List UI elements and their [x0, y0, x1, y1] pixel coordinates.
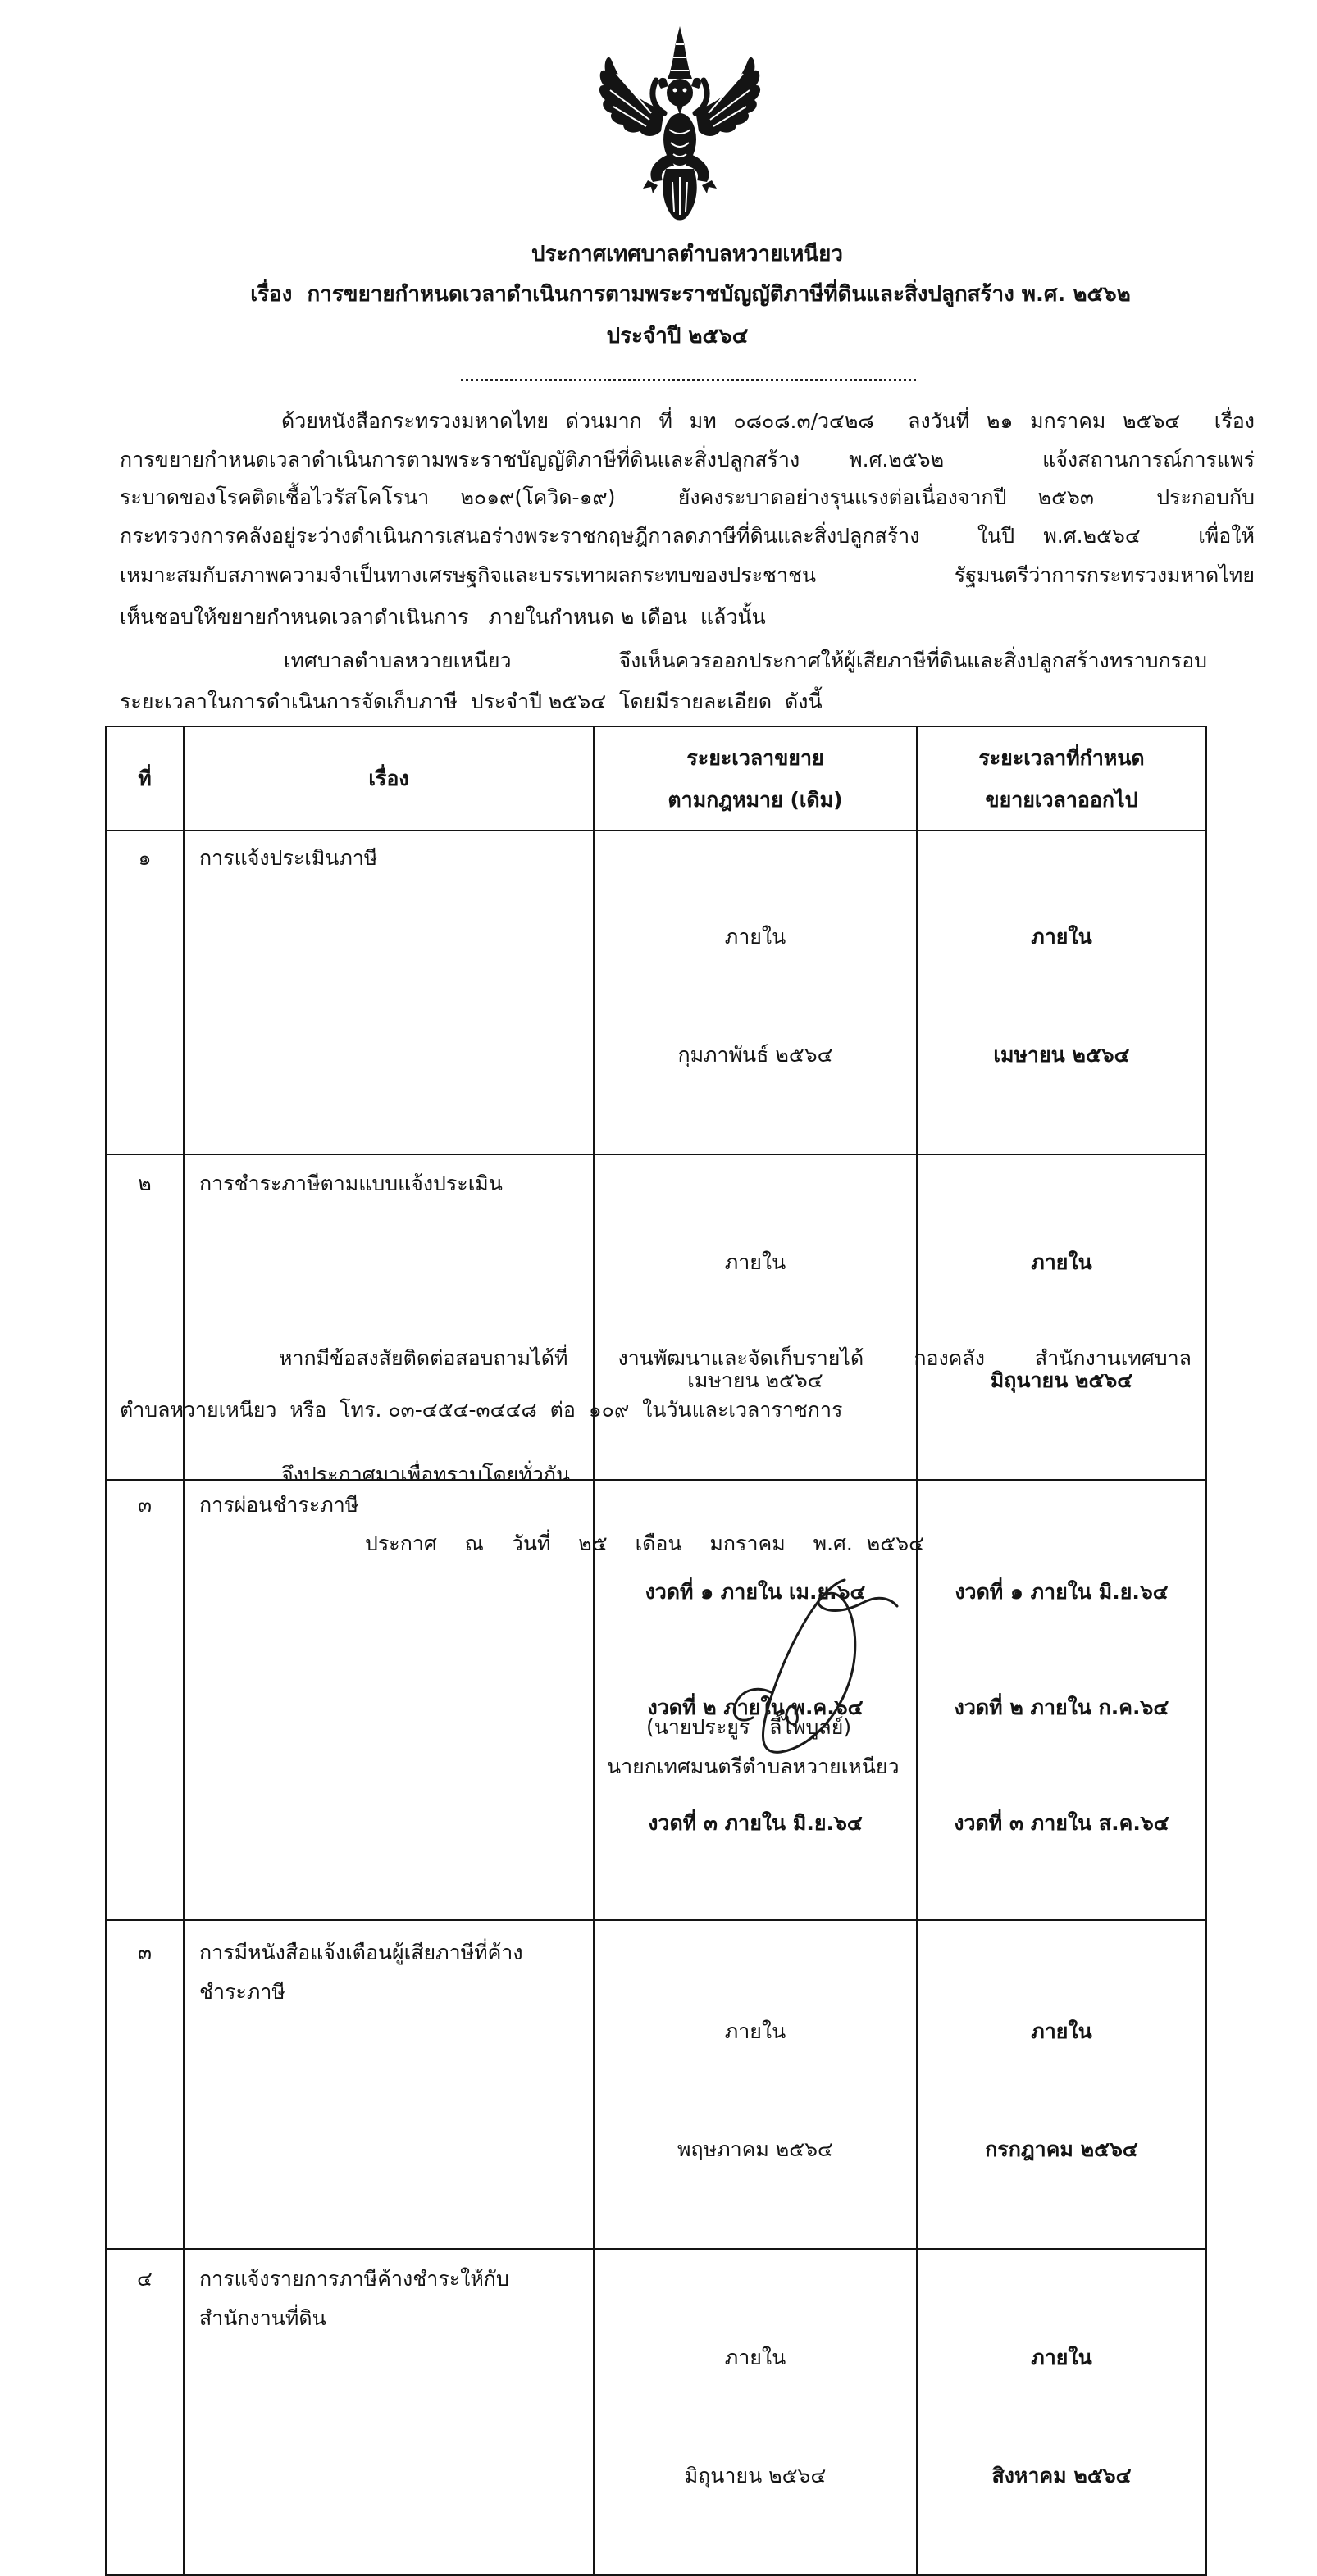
- table-row: [106, 2249, 1206, 2575]
- cell-line: ภายใน: [1031, 1250, 1092, 1274]
- cell-extended-period: [917, 2249, 1206, 2575]
- cell-extended-period: [917, 1920, 1206, 2249]
- cell-extended-period: [917, 831, 1206, 1154]
- header-line: ขยายเวลาออกไป: [985, 787, 1138, 812]
- cell-number: ๒: [106, 1154, 184, 1480]
- cell-number: ๓: [106, 1480, 184, 1920]
- cell-number: ๓: [106, 1920, 184, 2249]
- header-line: ตามกฎหมาย (เดิม): [668, 787, 843, 812]
- cell-line: งวดที่ ๓ ภายใน มิ.ย.๖๔: [648, 1811, 863, 1835]
- cell-line: ภายใน: [724, 1250, 786, 1274]
- cell-number: ๔: [106, 2249, 184, 2575]
- cell-line: งวดที่ ๑ ภายใน มิ.ย.๖๔: [955, 1580, 1169, 1604]
- cell-line: ภายใน: [724, 2019, 786, 2043]
- cell-line: การมีหนังสือแจ้งเตือนผู้เสียภาษีที่ค้าง: [199, 1941, 523, 1964]
- cell-line: งวดที่ ๒ ภายใน ก.ค.๖๔: [954, 1695, 1169, 1719]
- cell-line: ชำระภาษี: [199, 1980, 285, 2004]
- cell-line: กุมภาพันธ์ ๒๕๖๔: [677, 1043, 833, 1067]
- date-line: ประกาศ ณ วันที่ ๒๕ เดือน มกราคม พ.ศ. ๒๕๖๔: [365, 1531, 924, 1555]
- subject-line: เรื่อง การขยายกำหนดเวลาดำเนินการตามพระราชบัญญัติภาษีที่ดินและสิ่งปลูกสร้าง พ.ศ. ๒๕๖๒: [250, 282, 1131, 307]
- header-line: ระยะเวลาที่กำหนด: [978, 745, 1145, 770]
- signer-name: (นายประยูร ลี้ไพบูลย์): [646, 1715, 852, 1739]
- cell-line: สิงหาคม ๒๕๖๔: [991, 2464, 1132, 2487]
- cell-subject: [184, 831, 594, 1154]
- cell-line: ภายใน: [1031, 925, 1092, 949]
- schedule-table: [105, 726, 1207, 2576]
- cell-original-period: [594, 1154, 917, 1480]
- cell-line: การแจ้งประเมินภาษี: [199, 846, 378, 870]
- paragraph-line: เทศบาลตำบลหวายเหนียว จึงเห็นควรออกประกาศให้ผู้เสียภาษีที่ดินและสิ่งปลูกสร้างทราบกรอบ: [284, 649, 1207, 672]
- cell-line: การชำระภาษีตามแบบแจ้งประเมิน: [199, 1172, 503, 1195]
- cell-line: พฤษภาคม ๒๕๖๔: [677, 2137, 833, 2161]
- cell-line: เมษายน ๒๕๖๔: [993, 1043, 1130, 1067]
- cell-extended-period: [917, 1480, 1206, 1920]
- header-line: ระยะเวลาขยาย: [686, 745, 824, 770]
- cell-subject: [184, 1920, 594, 2249]
- header-number: ที่: [106, 726, 184, 831]
- cell-line: การแจ้งรายการภาษีค้างชำระให้กับ: [199, 2267, 509, 2291]
- paragraph-line: เห็นชอบให้ขยายกำหนดเวลาดำเนินการ ภายในกำหนด ๒ เดือน แล้วนั้น: [120, 605, 766, 629]
- paragraph-line: การขยายกำหนดเวลาดำเนินการตามพระราชบัญญัติภาษีที่ดินและสิ่งปลูกสร้าง พ.ศ.๒๕๖๒ แจ้งสถานการณ์การแพร่: [120, 448, 1255, 471]
- cell-line: มิถุนายน ๒๕๖๔: [990, 1368, 1133, 1392]
- cell-line: มิถุนายน ๒๕๖๔: [684, 2464, 827, 2487]
- cell-subject: [184, 1154, 594, 1480]
- header-original-period: [594, 726, 917, 831]
- dotted-divider: [461, 379, 916, 381]
- cell-line: เมษายน ๒๕๖๔: [687, 1368, 823, 1392]
- signer-title: นายกเทศมนตรีตำบลหวายเหนียว: [607, 1755, 900, 1778]
- cell-line: ภายใน: [724, 2346, 786, 2369]
- cell-subject: [184, 2249, 594, 2575]
- paragraph-line: ระยะเวลาในการดำเนินการจัดเก็บภาษี ประจำปี ๒๕๖๔ โดยมีรายละเอียด ดังนี้: [120, 690, 823, 713]
- cell-line: สำนักงานที่ดิน: [199, 2306, 326, 2330]
- cell-line: ภายใน: [1031, 2019, 1092, 2043]
- paragraph-line: กระทรวงการคลังอยู่ระว่างดำเนินการเสนอร่างพระราชกฤษฎีกาลดภาษีที่ดินและสิ่งปลูกสร้าง ในปี พ.ศ.๒๕๖๔ เพื่อให้: [120, 524, 1255, 548]
- cell-line: การผ่อนชำระภาษี: [199, 1493, 359, 1517]
- table-row: [106, 831, 1206, 1154]
- garuda-emblem: [594, 25, 766, 223]
- cell-original-period: [594, 1920, 917, 2249]
- cell-number: ๑: [106, 831, 184, 1154]
- cell-extended-period: [917, 1154, 1206, 1480]
- paragraph-line: ระบาดของโรคติดเชื้อไวรัสโคโรนา ๒๐๑๙(โควิด-๑๙) ยังคงระบาดอย่างรุนแรงต่อเนื่องจากปี ๒๕๖๓ ประกอบกับ: [120, 485, 1255, 509]
- header-subject: เรื่อง: [184, 726, 594, 831]
- closing-line: จึงประกาศมาเพื่อทราบโดยทั่วกัน: [281, 1463, 571, 1486]
- cell-line: งวดที่ ๒ ภายใน พ.ค.๖๔: [647, 1695, 864, 1719]
- cell-line: กรกฎาคม ๒๕๖๔: [985, 2137, 1138, 2161]
- header-extended-period: [917, 726, 1206, 831]
- cell-line: ภายใน: [1031, 2346, 1092, 2369]
- contact-line: หากมีข้อสงสัยติดต่อสอบถามได้ที่ งานพัฒนาและจัดเก็บรายได้ กองคลัง สำนักงานเทศบาล: [279, 1346, 1192, 1370]
- paragraph-line: ด้วยหนังสือกระทรวงมหาดไทย ด่วนมาก ที่ มท ๐๘๐๘.๓/ว๔๒๘ ลงวันที่ ๒๑ มกราคม ๒๕๖๔ เรื่อง: [281, 409, 1255, 433]
- table-header-row: [106, 726, 1206, 831]
- page-title: ประกาศเทศบาลตำบลหวายเหนียว: [531, 242, 843, 266]
- cell-line: งวดที่ ๑ ภายใน เม.ย.๖๔: [645, 1580, 866, 1604]
- cell-line: ภายใน: [724, 925, 786, 949]
- contact-line: ตำบลหวายเหนียว หรือ โทร. ๐๓-๔๕๔-๓๔๔๘ ต่อ ๑๐๙ ในวันและเวลาราชการ: [120, 1398, 843, 1422]
- paragraph-line: เหมาะสมกับสภาพความจำเป็นทางเศรษฐกิจและบรรเทาผลกระทบของประชาชน รัฐมนตรีว่าการกระทรวงมหาดไทย: [120, 563, 1255, 587]
- cell-original-period: [594, 831, 917, 1154]
- table-row: [106, 1920, 1206, 2249]
- year-line: ประจำปี ๒๕๖๔: [606, 324, 749, 348]
- cell-line: งวดที่ ๓ ภายใน ส.ค.๖๔: [954, 1811, 1169, 1835]
- cell-original-period: [594, 2249, 917, 2575]
- table-row: [106, 1154, 1206, 1480]
